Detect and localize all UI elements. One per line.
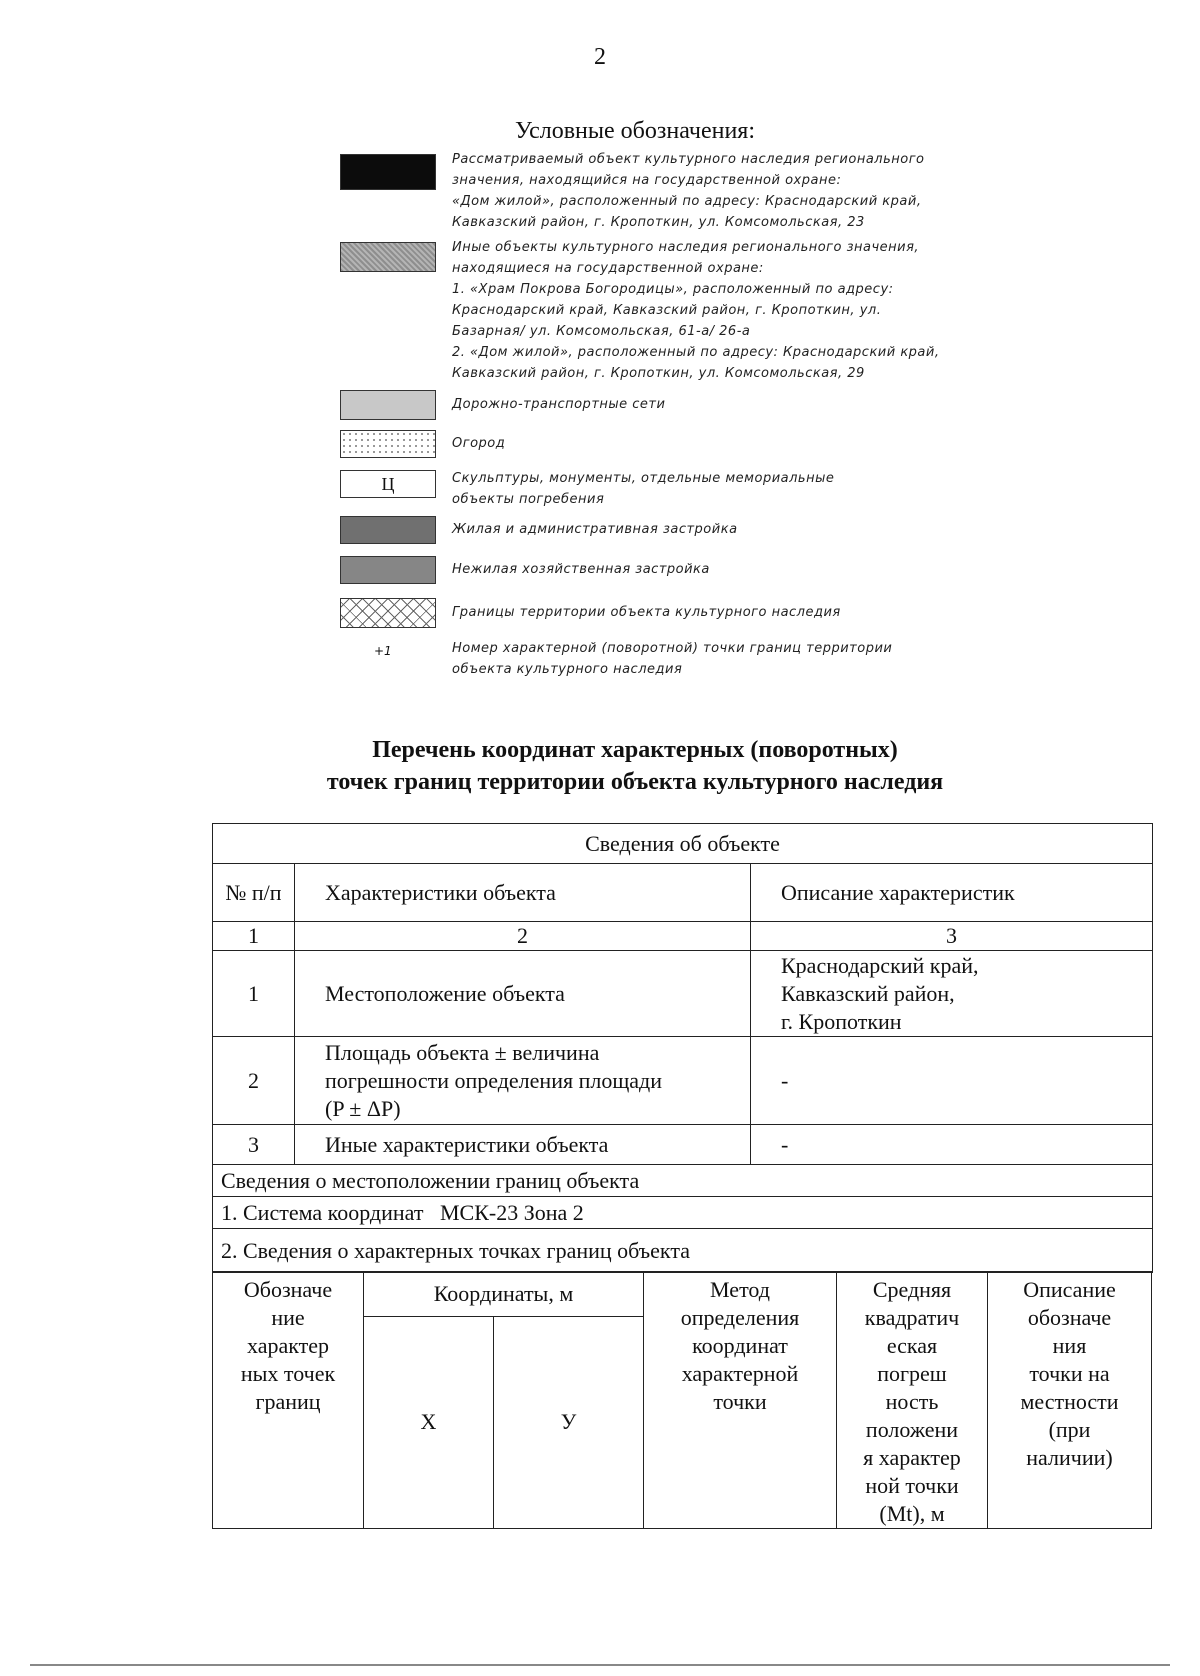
legend-text: Скульптуры, монументы, отдельные мемориальные объекты погребения bbox=[452, 471, 835, 507]
legend-text: Нежилая хозяйственная застройка bbox=[452, 562, 710, 577]
row-name: Местоположение объекта bbox=[295, 951, 751, 1037]
location-header: Сведения о местоположении границ объекта bbox=[213, 1165, 1153, 1197]
designation-header: Обозначе ние характер ных точек границ bbox=[212, 1271, 364, 1529]
coords-header: Координаты, м bbox=[363, 1271, 644, 1317]
row-name: Площадь объекта ± величина погрешности определения площади (P ± ΔP) bbox=[295, 1037, 751, 1125]
cross-hatch-fill-icon bbox=[340, 598, 436, 628]
table-row bbox=[213, 951, 1153, 1037]
legend-text: Номер характерной (поворотной) точки границ территории объекта культурного наследия bbox=[452, 641, 893, 677]
col-header-characteristics: Характеристики объекта bbox=[295, 864, 751, 922]
col-number: 2 bbox=[295, 922, 751, 951]
legend-title: Условные обозначения: bbox=[514, 118, 756, 144]
table-title: Перечень координат характерных (поворотных) точек границ территории объекта культурного наследия bbox=[326, 737, 944, 795]
dark-grey-fill-icon bbox=[340, 516, 436, 544]
row-number: 3 bbox=[213, 1125, 295, 1165]
points-header: 2. Сведения о характерных точках границ объекта bbox=[213, 1229, 1153, 1273]
legend-text: Рассматриваемый объект культурного наследия регионального значения, находящийся на государственной охране: «Дом жилой», расположенный по адресу: Краснодарский край, Кавказский район, г. Кропоткин, ул. Комсомольская, 23 bbox=[452, 152, 925, 230]
bottom-rule bbox=[30, 1664, 1170, 1666]
legend-text: Огород bbox=[452, 436, 506, 451]
row-value: - bbox=[751, 1125, 1153, 1165]
light-grey-fill-icon bbox=[340, 390, 436, 420]
point-marker-icon: +1 bbox=[374, 644, 392, 658]
points-table bbox=[212, 1271, 1152, 1529]
row-name: Иные характеристики объекта bbox=[295, 1125, 751, 1165]
dotted-fill-icon bbox=[340, 430, 436, 458]
row-number: 1 bbox=[213, 951, 295, 1037]
col-header-description: Описание характеристик bbox=[751, 864, 1153, 922]
col-number: 3 bbox=[751, 922, 1153, 951]
row-value: - bbox=[751, 1037, 1153, 1125]
black-fill-icon bbox=[340, 154, 436, 190]
row-number: 2 bbox=[213, 1037, 295, 1125]
page-number: 2 bbox=[594, 44, 606, 70]
legend-text: Иные объекты культурного наследия регионального значения, находящиеся на государственной охране: 1. «Храм Покрова Богородицы», расположенный по адресу: Краснодарский край, Кавказский район, г. Кропоткин, ул. Базарная/ ул. Комсомольская, 61-а/ 26-а 2. «Дом жилой», расположенный по адресу: Краснодарский край, Кавказский район, г. Кропоткин, ул. Комсомольская, 29 bbox=[452, 240, 940, 381]
legend-text: Жилая и административная застройка bbox=[452, 522, 738, 537]
row-value: Краснодарский край, Кавказский район, г. Кропоткин bbox=[751, 951, 1153, 1037]
object-info-table bbox=[212, 823, 1153, 1273]
x-header: X bbox=[363, 1316, 494, 1529]
table-header: Сведения об объекте bbox=[213, 824, 1153, 864]
method-header: Метод определения координат характерной точки bbox=[643, 1271, 837, 1529]
medium-grey-fill-icon bbox=[340, 556, 436, 584]
table-row bbox=[213, 1037, 1153, 1125]
y-header: У bbox=[493, 1316, 644, 1529]
col-number: 1 bbox=[213, 922, 295, 951]
monument-symbol-icon: Ц bbox=[340, 470, 436, 498]
legend-text: Границы территории объекта культурного наследия bbox=[452, 605, 841, 620]
legend-text: Дорожно-транспортные сети bbox=[452, 397, 666, 412]
description-header: Описание обозначе ния точки на местности (при наличии) bbox=[987, 1271, 1152, 1529]
grey-speckled-fill-icon bbox=[340, 242, 436, 272]
col-header-number: № п/п bbox=[213, 864, 295, 922]
coord-system: 1. Система координат МСК-23 Зона 2 bbox=[213, 1197, 1153, 1229]
table-row bbox=[213, 1125, 1153, 1165]
accuracy-header: Средняя квадратич еская погреш ность положени я характер ной точки (Mt), м bbox=[836, 1271, 988, 1529]
